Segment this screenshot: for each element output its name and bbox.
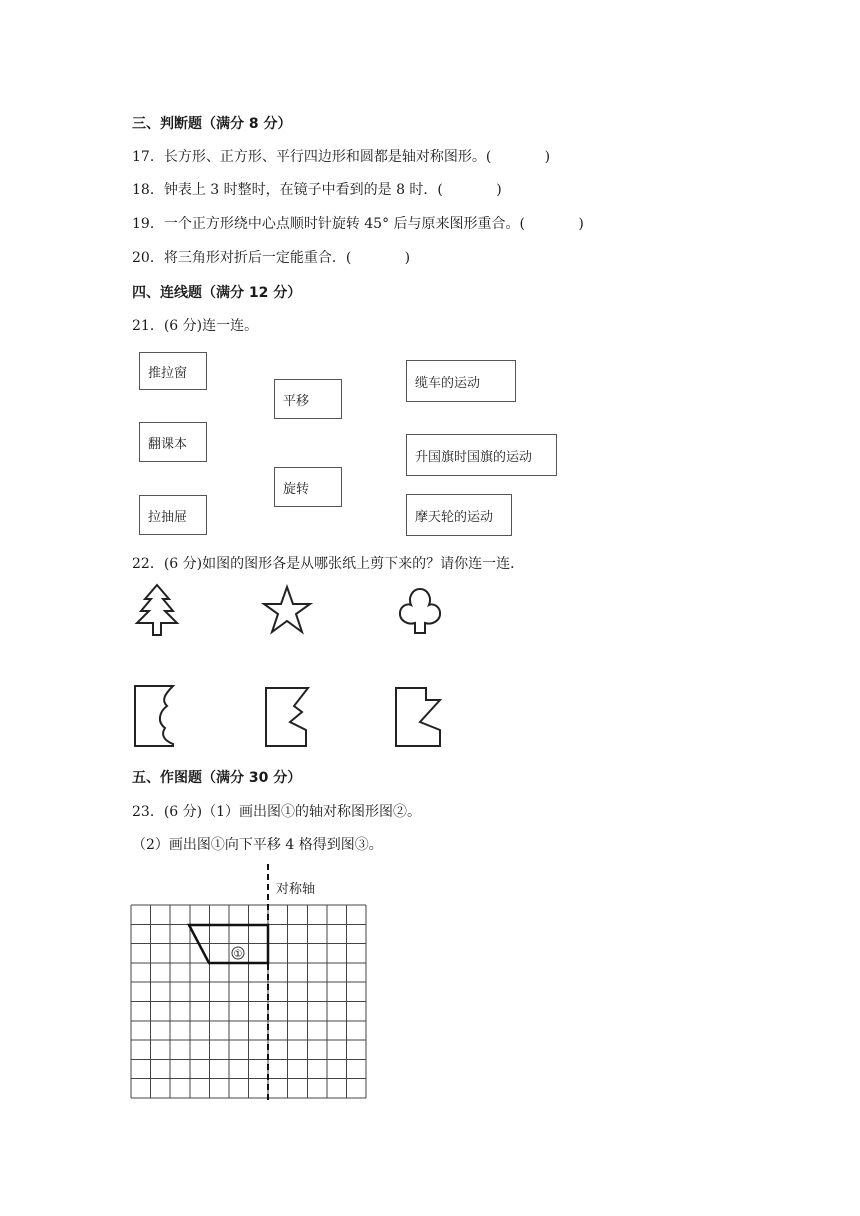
star-icon	[262, 585, 312, 635]
box-translation: 平移	[274, 379, 342, 419]
figure-1-label: ①	[233, 949, 243, 960]
drawing-grid[interactable]	[130, 864, 370, 1100]
question-20: 20．将三角形对折后一定能重合．( )	[132, 250, 411, 266]
item-flag-raising: 升国旗时国旗的运动	[406, 434, 557, 476]
section-5-heading: 五、作图题（满分 30 分）	[132, 770, 302, 786]
clover-icon	[396, 585, 444, 637]
section-4-heading: 四、连线题（满分 12 分）	[132, 285, 302, 301]
question-18: 18．钟表上 3 时整时，在镜子中看到的是 8 时．( )	[132, 182, 502, 198]
section-3-heading: 三、判断题（满分 8 分）	[132, 116, 292, 132]
box-rotation: 旋转	[274, 467, 342, 507]
axis-label: 对称轴	[276, 882, 316, 897]
item-cable-car: 缆车的运动	[406, 360, 516, 402]
tree-icon	[135, 583, 179, 637]
question-17: 17．长方形、正方形、平行四边形和圆都是轴对称图形。( )	[132, 149, 551, 165]
item-sliding-window: 推拉窗	[139, 352, 207, 390]
item-turning-book: 翻课本	[139, 422, 207, 462]
paper-zigzag-cut-icon	[264, 686, 310, 748]
question-19: 19．一个正方形绕中心点顺时针旋转 45° 后与原来图形重合。( )	[132, 216, 584, 232]
question-23-part-1: 23．(6 分)（1）画出图①的轴对称图形图②。	[132, 804, 422, 820]
question-22: 22．(6 分)如图的图形各是从哪张纸上剪下来的？请你连一连．	[132, 556, 525, 572]
paper-curve-cut-icon	[133, 684, 181, 748]
item-pulling-drawer: 拉抽屉	[139, 495, 207, 535]
item-ferris-wheel: 摩天轮的运动	[406, 494, 512, 536]
question-21: 21．(6 分)连一连。	[132, 318, 259, 334]
question-23-part-2: （2）画出图①向下平移 4 格得到图③。	[132, 837, 383, 853]
paper-notch-cut-icon	[394, 686, 444, 748]
